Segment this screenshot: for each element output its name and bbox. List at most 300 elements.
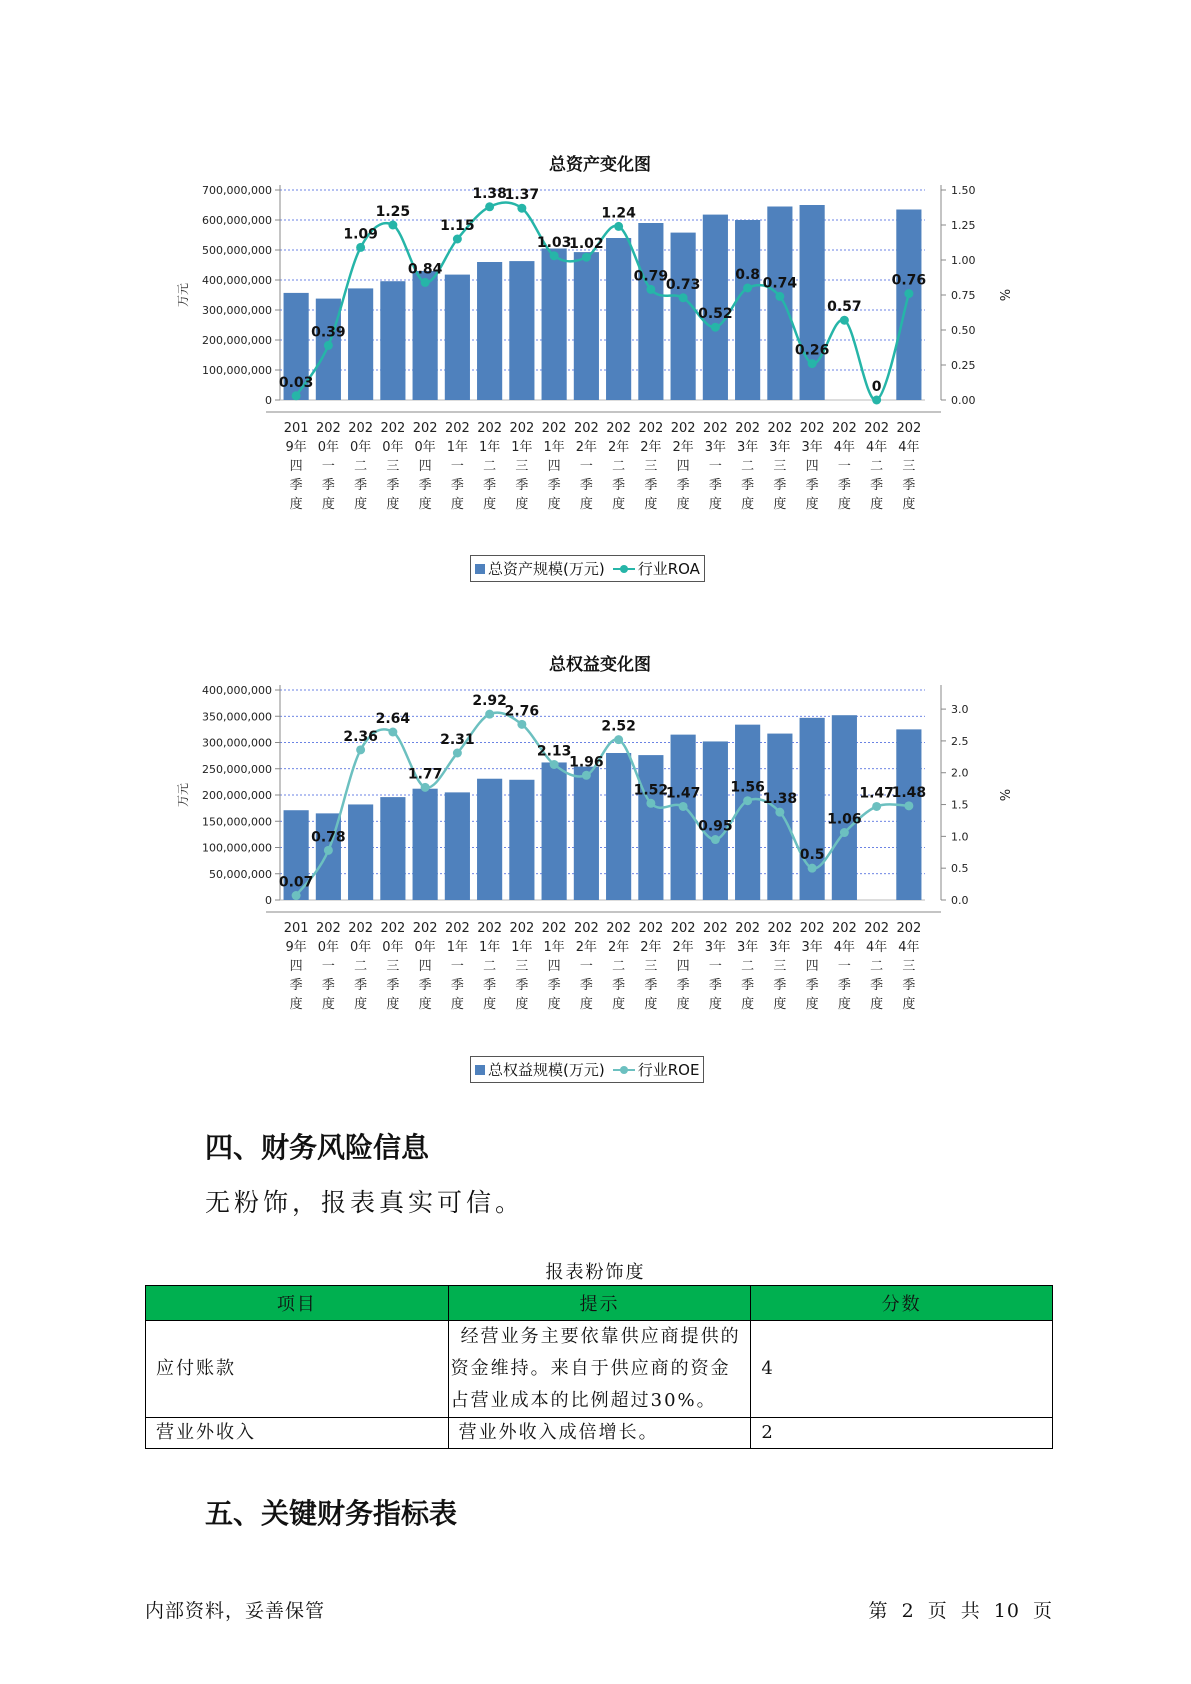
x-tick-label: 202 — [315, 421, 341, 436]
data-point — [840, 316, 849, 325]
data-label: 1.15 — [440, 218, 475, 234]
table-cell-item: 应付账款 — [146, 1321, 449, 1418]
total-equity-chart — [175, 645, 1055, 1095]
x-tick-label: 度 — [870, 997, 884, 1012]
x-tick-label: 202 — [477, 921, 503, 936]
data-label: 2.52 — [601, 718, 636, 735]
data-point — [517, 204, 526, 213]
data-point — [324, 341, 333, 350]
data-point — [840, 828, 849, 837]
x-tick-label: 四 — [418, 459, 432, 474]
x-tick-label: 202 — [477, 421, 503, 436]
section4-heading: 四、财务风险信息 — [205, 1131, 430, 1164]
y2-tick-label: 1.00 — [951, 254, 976, 267]
x-tick-label: 度 — [870, 497, 884, 512]
y-axis-title: 万元 — [176, 782, 190, 808]
table-cell-hint: 经营业务主要依靠供应商提供的资金维持。来自于供应商的资金占营业成本的比例超过30%。 — [448, 1321, 751, 1418]
x-tick-label: 季 — [579, 978, 593, 993]
x-tick-label: 二 — [870, 959, 884, 974]
y-tick-label: 0 — [265, 394, 272, 407]
x-tick-label: 季 — [547, 978, 561, 993]
x-tick-label: 度 — [708, 997, 722, 1012]
x-tick-label: 1年 — [543, 940, 565, 955]
table-header-cell: 提示 — [448, 1286, 751, 1321]
data-point — [679, 293, 688, 302]
x-tick-label: 3年 — [801, 940, 823, 955]
x-tick-label: 4年 — [898, 440, 920, 455]
y2-tick-label: 0.75 — [951, 289, 976, 302]
bar — [800, 205, 825, 400]
x-tick-label: 202 — [670, 921, 696, 936]
x-tick-label: 季 — [708, 478, 722, 493]
x-tick-label: 2年 — [672, 440, 694, 455]
data-point — [356, 243, 365, 252]
x-tick-label: 四 — [547, 959, 561, 974]
x-tick-label: 度 — [354, 497, 368, 512]
x-tick-label: 0年 — [414, 440, 436, 455]
data-point — [453, 235, 462, 244]
legend-item-line — [613, 558, 700, 579]
x-tick-label: 3年 — [736, 440, 759, 455]
data-label: 0.79 — [633, 268, 669, 285]
y-tick-label: 200,000,000 — [202, 334, 272, 347]
data-label: 2.92 — [472, 693, 507, 710]
bar — [413, 789, 438, 900]
data-label: 2.36 — [343, 728, 378, 745]
legend-label: 总资产规模(万元) — [488, 560, 605, 578]
y-tick-label: 500,000,000 — [202, 244, 272, 257]
bar — [606, 238, 631, 400]
data-point — [485, 202, 494, 211]
data-point — [421, 783, 430, 792]
x-tick-label: 度 — [741, 497, 755, 512]
x-tick-label: 一 — [837, 459, 851, 474]
x-tick-label: 3年 — [704, 440, 727, 455]
x-tick-label: 季 — [418, 978, 432, 993]
data-label: 1.38 — [472, 185, 507, 202]
x-tick-label: 202 — [348, 921, 374, 936]
x-tick-label: 度 — [450, 497, 464, 512]
table-cell-score: 2 — [751, 1418, 1053, 1449]
y2-axis-title: % — [996, 288, 1011, 302]
data-label: 1.24 — [601, 205, 636, 222]
bar — [606, 753, 631, 900]
x-tick-label: 3年 — [704, 940, 727, 955]
x-tick-label: 2年 — [575, 940, 598, 955]
x-tick-label: 季 — [386, 978, 400, 993]
x-tick-label: 度 — [741, 997, 755, 1012]
x-tick-label: 202 — [541, 421, 567, 436]
data-point — [646, 285, 655, 294]
x-tick-label: 202 — [509, 421, 535, 436]
x-tick-label: 度 — [837, 997, 851, 1012]
x-tick-label: 0年 — [349, 940, 372, 955]
x-tick-label: 2年 — [640, 940, 662, 955]
bar — [574, 767, 599, 900]
footer-page-number: 第 2 页 共 10 页 — [868, 1600, 1053, 1622]
x-tick-label: 202 — [735, 921, 761, 936]
x-tick-label: 季 — [741, 978, 755, 993]
bar — [896, 210, 921, 401]
bar — [767, 734, 792, 900]
chart-legend — [470, 1056, 704, 1083]
x-tick-label: 度 — [644, 997, 658, 1012]
data-point — [808, 359, 817, 368]
data-point — [646, 799, 655, 808]
legend-item-bar — [475, 558, 605, 579]
x-tick-label: 1年 — [511, 940, 533, 955]
x-tick-label: 4年 — [833, 940, 856, 955]
x-tick-label: 度 — [676, 497, 690, 512]
y-tick-label: 400,000,000 — [202, 684, 272, 697]
x-tick-label: 二 — [354, 959, 368, 974]
x-tick-label: 202 — [896, 421, 922, 436]
x-tick-label: 202 — [380, 921, 406, 936]
x-tick-label: 度 — [547, 497, 561, 512]
data-label: 0.57 — [827, 299, 862, 316]
x-tick-label: 度 — [386, 497, 400, 512]
x-tick-label: 度 — [418, 497, 432, 512]
data-label: 1.38 — [762, 791, 798, 808]
line-swatch-icon — [613, 1065, 635, 1075]
data-label: 1.02 — [569, 236, 604, 253]
bar — [445, 275, 470, 400]
data-point — [743, 796, 752, 805]
total-assets-chart — [175, 145, 1055, 595]
data-point — [324, 846, 333, 855]
data-point — [808, 864, 817, 873]
x-tick-label: 度 — [321, 997, 335, 1012]
y2-tick-label: 1.0 — [951, 830, 969, 844]
footer-confidential: 内部资料，妥善保管 — [145, 1600, 326, 1622]
x-tick-label: 0年 — [382, 940, 404, 955]
x-tick-label: 度 — [354, 997, 368, 1012]
x-tick-label: 一 — [321, 459, 335, 474]
x-tick-label: 9年 — [285, 940, 307, 955]
data-label: 2.31 — [440, 732, 475, 748]
bar-swatch-icon — [475, 564, 485, 574]
y-tick-label: 400,000,000 — [202, 274, 272, 287]
x-tick-label: 度 — [579, 997, 593, 1012]
y-tick-label: 200,000,000 — [202, 789, 272, 802]
data-point — [711, 323, 720, 332]
data-label: 2.64 — [375, 711, 411, 727]
x-tick-label: 四 — [676, 459, 690, 474]
data-point — [292, 391, 301, 400]
x-tick-label: 季 — [612, 978, 626, 993]
y-tick-label: 350,000,000 — [202, 710, 272, 724]
data-label: 0.26 — [794, 342, 830, 359]
x-tick-label: 1年 — [446, 940, 469, 955]
data-point — [550, 760, 559, 769]
x-tick-label: 季 — [708, 978, 722, 993]
x-tick-label: 1年 — [511, 440, 533, 455]
x-tick-label: 202 — [638, 921, 664, 936]
x-tick-label: 三 — [644, 959, 658, 974]
y-tick-label: 300,000,000 — [202, 736, 272, 750]
x-tick-label: 1年 — [478, 440, 501, 455]
data-point — [582, 771, 591, 780]
x-tick-label: 202 — [864, 421, 890, 436]
data-point — [356, 745, 365, 754]
y-tick-label: 250,000,000 — [202, 762, 272, 776]
table-header-cell: 项目 — [146, 1286, 449, 1321]
x-tick-label: 度 — [708, 497, 722, 512]
bar — [348, 288, 373, 400]
x-tick-label: 度 — [612, 997, 626, 1012]
table-row — [146, 1418, 1053, 1449]
x-tick-label: 度 — [773, 497, 787, 512]
y2-tick-label: 1.50 — [951, 184, 976, 197]
bar — [574, 252, 599, 400]
x-tick-label: 度 — [321, 497, 335, 512]
bar — [638, 755, 663, 900]
legend-item-bar — [475, 1059, 605, 1080]
total-assets-chart-svg — [175, 180, 1055, 580]
x-tick-label: 度 — [644, 497, 658, 512]
x-tick-label: 季 — [805, 478, 819, 493]
data-label: 1.47 — [859, 785, 894, 802]
x-tick-label: 三 — [515, 959, 529, 974]
x-tick-label: 2年 — [672, 940, 694, 955]
table-row — [146, 1321, 1053, 1418]
x-tick-label: 202 — [573, 421, 599, 436]
data-label: 1.06 — [827, 811, 862, 828]
x-tick-label: 202 — [799, 421, 825, 436]
x-tick-label: 三 — [644, 459, 658, 474]
y-tick-label: 50,000,000 — [209, 867, 272, 881]
y-tick-label: 150,000,000 — [202, 815, 272, 829]
x-tick-label: 季 — [773, 478, 787, 493]
x-tick-label: 度 — [676, 997, 690, 1012]
y-tick-label: 600,000,000 — [202, 214, 272, 227]
x-tick-label: 季 — [289, 478, 303, 493]
x-tick-label: 二 — [612, 459, 626, 474]
x-tick-label: 202 — [670, 421, 696, 436]
x-tick-label: 季 — [386, 478, 400, 493]
data-label: 0.73 — [665, 276, 701, 293]
x-tick-label: 度 — [805, 497, 819, 512]
y2-tick-label: 2.5 — [951, 734, 969, 748]
x-tick-label: 202 — [896, 921, 922, 936]
data-point — [582, 253, 591, 262]
x-tick-label: 三 — [902, 459, 916, 474]
data-point — [388, 221, 397, 230]
x-tick-label: 202 — [864, 921, 890, 936]
x-tick-label: 季 — [773, 978, 787, 993]
data-label: 1.47 — [665, 785, 701, 802]
x-tick-label: 二 — [612, 959, 626, 974]
y2-tick-label: 0.25 — [951, 359, 976, 372]
x-tick-label: 4年 — [898, 940, 920, 955]
chart-title: 总资产变化图 — [549, 155, 651, 175]
bar — [832, 715, 857, 900]
x-tick-label: 季 — [676, 978, 690, 993]
x-tick-label: 202 — [767, 921, 793, 936]
x-tick-label: 三 — [773, 959, 787, 974]
chart-legend — [470, 555, 705, 582]
data-label: 0.5 — [799, 847, 825, 864]
bar — [542, 762, 567, 900]
x-tick-label: 季 — [418, 478, 432, 493]
x-tick-label: 度 — [579, 497, 593, 512]
data-label: 0.74 — [762, 275, 798, 292]
x-tick-label: 202 — [799, 921, 825, 936]
data-label: 0.03 — [278, 374, 314, 391]
x-tick-label: 季 — [354, 978, 368, 993]
data-label: 0.8 — [735, 267, 761, 283]
x-tick-label: 202 — [509, 921, 535, 936]
data-point — [775, 292, 784, 301]
bar — [735, 725, 760, 900]
x-tick-label: 二 — [870, 459, 884, 474]
data-point — [775, 808, 784, 817]
x-tick-label: 0年 — [414, 940, 436, 955]
data-point — [872, 396, 881, 405]
data-point — [453, 749, 462, 758]
x-tick-label: 202 — [444, 421, 470, 436]
x-tick-label: 202 — [606, 421, 632, 436]
data-label: 1.37 — [504, 187, 540, 204]
x-tick-label: 202 — [831, 421, 857, 436]
data-label: 1.52 — [633, 782, 669, 799]
bar — [348, 804, 373, 900]
data-label: 1.25 — [375, 204, 411, 220]
y2-tick-label: 0.00 — [951, 394, 976, 407]
x-tick-label: 一 — [579, 959, 593, 974]
x-tick-label: 2年 — [607, 440, 630, 455]
table-cell-item: 营业外收入 — [146, 1418, 449, 1449]
table-header-row — [146, 1286, 1053, 1321]
x-tick-label: 四 — [418, 959, 432, 974]
x-tick-label: 202 — [412, 421, 438, 436]
section4-paragraph: 无粉饰，报表真实可信。 — [205, 1188, 525, 1217]
data-point — [614, 735, 623, 744]
x-tick-label: 202 — [638, 421, 664, 436]
x-tick-label: 季 — [644, 478, 658, 493]
x-tick-label: 3年 — [769, 940, 791, 955]
bar — [735, 220, 760, 400]
x-tick-label: 季 — [837, 478, 851, 493]
y2-tick-label: 1.25 — [951, 219, 976, 232]
x-tick-label: 度 — [515, 497, 529, 512]
data-label: 1.77 — [407, 766, 443, 783]
x-tick-label: 三 — [386, 459, 400, 474]
data-point — [872, 802, 881, 811]
x-tick-label: 季 — [902, 978, 916, 993]
y2-tick-label: 0.5 — [951, 862, 969, 876]
bar — [542, 249, 567, 401]
x-tick-label: 季 — [676, 478, 690, 493]
data-point — [904, 289, 913, 298]
x-tick-label: 季 — [321, 478, 335, 493]
x-tick-label: 季 — [902, 478, 916, 493]
x-tick-label: 201 — [283, 921, 309, 936]
bar — [380, 281, 405, 400]
data-label: 0.84 — [407, 261, 443, 278]
x-tick-label: 季 — [870, 478, 884, 493]
x-tick-label: 0年 — [349, 440, 372, 455]
x-tick-label: 季 — [644, 978, 658, 993]
data-label: 0.78 — [311, 829, 346, 846]
x-tick-label: 度 — [515, 997, 529, 1012]
x-tick-label: 201 — [283, 421, 309, 436]
bar — [671, 233, 696, 400]
bar-swatch-icon — [475, 1065, 485, 1075]
data-label: 1.09 — [343, 226, 378, 243]
y-tick-label: 100,000,000 — [202, 841, 272, 855]
x-tick-label: 季 — [579, 478, 593, 493]
x-tick-label: 202 — [702, 421, 728, 436]
x-tick-label: 度 — [289, 997, 303, 1012]
x-tick-label: 3年 — [801, 440, 823, 455]
y2-tick-label: 2.0 — [951, 766, 969, 780]
x-tick-label: 1年 — [478, 940, 501, 955]
data-point — [421, 278, 430, 287]
x-tick-label: 季 — [321, 978, 335, 993]
data-label: 0 — [871, 379, 882, 395]
x-tick-label: 1年 — [543, 440, 565, 455]
data-point — [614, 222, 623, 231]
x-tick-label: 202 — [831, 921, 857, 936]
x-tick-label: 季 — [450, 978, 464, 993]
y2-tick-label: 0.50 — [951, 324, 976, 337]
x-tick-label: 度 — [547, 997, 561, 1012]
bar — [509, 780, 534, 900]
data-label: 1.56 — [730, 779, 765, 796]
bar — [380, 797, 405, 900]
x-tick-label: 季 — [289, 978, 303, 993]
x-tick-label: 4年 — [865, 440, 888, 455]
legend-label: 行业ROA — [637, 560, 700, 578]
data-label: 0.52 — [698, 306, 733, 323]
x-tick-label: 季 — [354, 478, 368, 493]
bar — [767, 207, 792, 401]
y-tick-label: 300,000,000 — [202, 304, 272, 317]
x-tick-label: 202 — [702, 921, 728, 936]
x-tick-label: 四 — [805, 959, 819, 974]
data-label: 1.48 — [891, 784, 927, 801]
data-label: 2.13 — [536, 743, 572, 760]
x-tick-label: 3年 — [736, 940, 759, 955]
y-axis-title: 万元 — [176, 282, 190, 308]
x-tick-label: 度 — [837, 497, 851, 512]
legend-label: 行业ROE — [637, 1061, 700, 1079]
x-tick-label: 季 — [741, 478, 755, 493]
x-tick-label: 季 — [515, 978, 529, 993]
y-tick-label: 100,000,000 — [202, 364, 272, 377]
bar — [413, 271, 438, 400]
x-tick-label: 一 — [708, 959, 722, 974]
section5-heading: 五、关键财务指标表 — [205, 1497, 458, 1530]
table-cell-score: 4 — [751, 1321, 1053, 1418]
x-tick-label: 一 — [321, 959, 335, 974]
table-cell-hint: 营业外收入成倍增长。 — [448, 1418, 751, 1449]
x-tick-label: 季 — [547, 478, 561, 493]
x-tick-label: 度 — [289, 497, 303, 512]
data-label: 0.39 — [311, 324, 346, 341]
x-tick-label: 二 — [483, 459, 497, 474]
x-tick-label: 度 — [483, 997, 497, 1012]
x-tick-label: 三 — [386, 959, 400, 974]
x-tick-label: 202 — [767, 421, 793, 436]
bar — [638, 223, 663, 400]
x-tick-label: 季 — [483, 478, 497, 493]
data-point — [517, 720, 526, 729]
x-tick-label: 三 — [902, 959, 916, 974]
data-label: 1.96 — [569, 754, 604, 771]
x-tick-label: 202 — [573, 921, 599, 936]
